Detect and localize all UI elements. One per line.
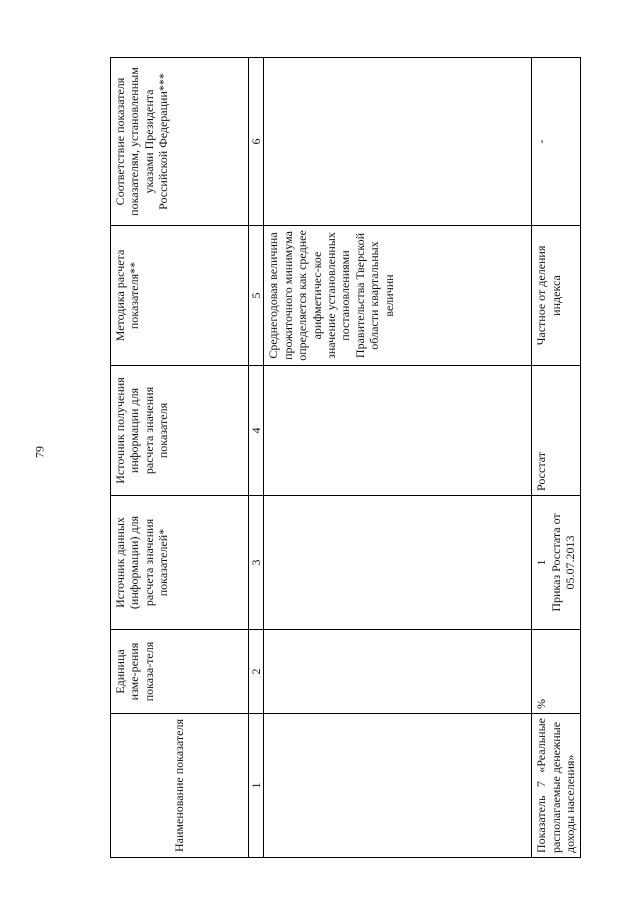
data-source-number: 1 xyxy=(534,559,549,566)
header-data-source: Источник данных (информации) для расчета значения показателей* xyxy=(111,496,249,630)
header-info-source: Источник получения информации для расчета значения показателя xyxy=(111,366,249,496)
indicator-name-quote: «Реальные xyxy=(534,718,549,773)
header-indicator-name: Наименование показателя xyxy=(111,714,249,858)
data-source-text: Приказ Росстата от 05.07.2013 xyxy=(548,513,578,612)
compliance-cell: - xyxy=(532,58,580,226)
cell-empty xyxy=(264,366,532,496)
column-number: 1 xyxy=(249,714,264,858)
info-source-cell: Росстат xyxy=(532,366,580,496)
column-number: 3 xyxy=(249,496,264,630)
indicator-number: 7 xyxy=(534,781,549,788)
header-methodology: Методика расчета показателя** xyxy=(111,226,249,366)
page-number: 79 xyxy=(32,446,47,458)
continuation-row xyxy=(264,58,532,858)
indicator-name-lead: Показатель xyxy=(534,795,549,853)
header-compliance: Соответствие показателя показателям, установленным указами Президента Российской Федерации*** xyxy=(111,58,249,226)
indicators-table xyxy=(110,57,581,858)
data-source-cell xyxy=(532,496,580,630)
unit-cell: % xyxy=(532,630,580,714)
column-number-row xyxy=(249,58,264,858)
column-number: 5 xyxy=(249,226,264,366)
indicator-name-rest: располагаемые денежные доходы населения» xyxy=(548,721,578,853)
methodology-cell: Среднегодовая величина прожиточного минимума определяется как среднее арифметичес-кое значение установленных постановлениями Правительства Тверской области квартальных величин xyxy=(264,226,532,366)
column-number: 4 xyxy=(249,366,264,496)
indicator-name-cell xyxy=(532,714,580,858)
cell-empty xyxy=(264,630,532,714)
cell-empty xyxy=(264,714,532,858)
header-unit: Единица изме-рения показа-теля xyxy=(111,630,249,714)
indicator-row xyxy=(532,58,580,858)
column-number: 6 xyxy=(249,58,264,226)
cell-empty xyxy=(264,496,532,630)
header-row xyxy=(111,58,249,858)
methodology-cell: Частное от деления индекса xyxy=(532,226,580,366)
cell-empty xyxy=(264,58,532,226)
column-number: 2 xyxy=(249,630,264,714)
rotated-page xyxy=(110,58,578,858)
